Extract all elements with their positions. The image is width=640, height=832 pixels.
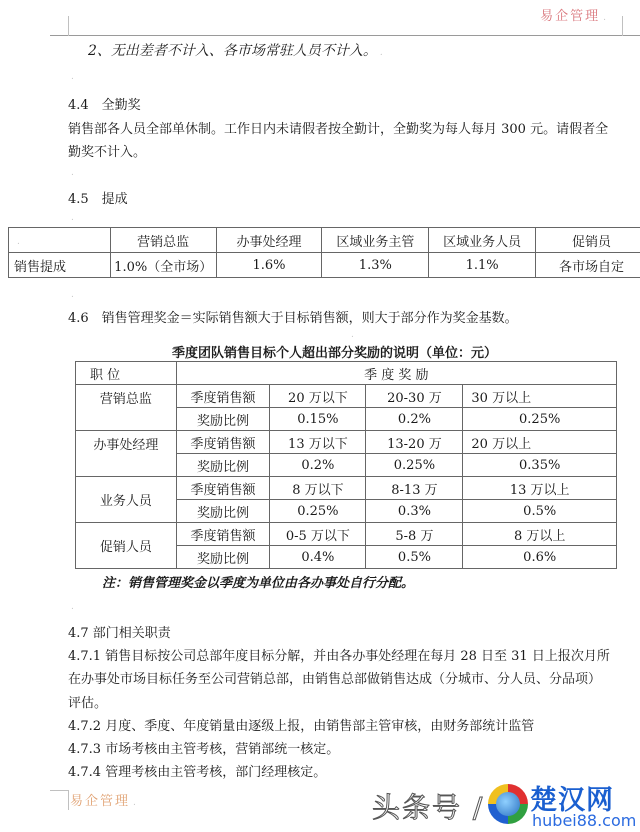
footer-brand: 易企管理 . [70, 794, 138, 809]
section-4-7-2: 4.7.2 月度、季度、年度销量由逐级上报，由销售部主管审核，由财务部统计监管 [68, 719, 535, 734]
table-cell: 0.25% [366, 454, 463, 477]
row-label: 奖励比例 [176, 408, 270, 431]
table-cell: 8-13 万 [366, 477, 463, 500]
section-4-7-1-line1: 4.7.1 销售目标按公司总部年度目标分解，并由各办事处经理在每月 28 日至 31 日上报次月所 [68, 649, 610, 664]
paragraph-mark: . [71, 290, 74, 300]
table-cell: 13 万以上 [463, 477, 617, 500]
table-cell: 0.25% [270, 500, 366, 523]
header-quarterly-bonus-text: 季 度 奖 励 [364, 367, 429, 383]
section-4-7-3: 4.7.3 市场考核由主管考核，营销部统一核定。 [68, 742, 340, 757]
bonus-note: 注：销售管理奖金以季度为单位由各办事处自行分配。 [102, 576, 415, 591]
row-label: 奖励比例 [176, 454, 270, 477]
table-cell: 1.3% [322, 253, 429, 278]
footer-rule-stub [50, 790, 68, 791]
table-header-cell: 区域业务主管 [322, 228, 429, 253]
table-row [76, 431, 617, 454]
commission-table-header-row [9, 228, 640, 253]
table-cell: 各市场自定 [536, 253, 640, 278]
table-cell: 13-20 万 [366, 431, 463, 454]
position-cell: 办事处经理 [76, 431, 177, 477]
position-cell: 促销人员 [76, 523, 177, 569]
table-cell: 13 万以下 [270, 431, 366, 454]
paragraph-mark: . [71, 72, 74, 82]
section-4-7-1-line3: 评估。 [68, 696, 108, 711]
table-cell: 0.2% [366, 408, 463, 431]
header-rule-left-tick [68, 16, 69, 36]
section-4-7-heading: 4.7 部门相关职责 [68, 626, 171, 641]
table-cell: 20-30 万 [366, 385, 463, 408]
section-4-5-heading: 4.5 提成 [68, 192, 128, 207]
position-cell: 营销总监 [76, 385, 177, 431]
table-header-cell: 促销员 [536, 228, 640, 253]
table-cell: 0.2% [270, 454, 366, 477]
table-cell: 0.3% [366, 500, 463, 523]
paragraph-mark: . [351, 330, 354, 340]
bonus-table-header-row [76, 362, 617, 385]
row-label: 奖励比例 [176, 500, 270, 523]
paragraph-mark: . [71, 213, 74, 223]
table-cell: 0.5% [366, 546, 463, 569]
paragraph-mark: . [71, 168, 74, 178]
section-4-4-body-line1: 销售部各人员全部单休制。工作日内未请假者按全勤计，全勤奖为每人每月 300 元。请假者全 [68, 122, 609, 137]
table-row [9, 253, 640, 278]
table-cell: 销售提成 [9, 253, 111, 278]
header-position: 职 位 [76, 362, 177, 385]
footer-brand-text: 易企管理 [70, 794, 131, 809]
table-cell: 0.5% [463, 500, 617, 523]
section-4-7-4: 4.7.4 管理考核由主管考核，部门经理核定。 [68, 765, 327, 780]
table-cell: 0.4% [270, 546, 366, 569]
table-cell: 0.35% [463, 454, 617, 477]
watermark-platform: 头条号 / [372, 791, 485, 824]
section-4-7-1-line2: 在办事处市场目标任务至公司营销总部，由销售总部做销售达成（分城市、分人员、分品项） [68, 672, 602, 687]
section-4-4-body-line2: 勤奖不计入。 [68, 145, 147, 160]
footer-rule-left-tick [68, 790, 69, 810]
table-cell: 0.15% [270, 408, 366, 431]
commission-table [8, 227, 640, 278]
table-cell: 1.6% [216, 253, 322, 278]
position-cell: 业务人员 [76, 477, 177, 523]
table-cell: 8 万以下 [270, 477, 366, 500]
row-label: 季度销售额 [176, 523, 270, 546]
item-2-no-travel: 2、无出差者不计入、各市场常驻人员不计入。 . [88, 43, 383, 59]
header-rule-right-tick [622, 16, 623, 36]
header-quarterly-bonus [176, 362, 616, 385]
table-cell: 0-5 万以下 [270, 523, 366, 546]
table-cell: 8 万以上 [463, 523, 617, 546]
row-label: 季度销售额 [176, 477, 270, 500]
watermark-site-name: 楚汉网 [530, 785, 614, 816]
table-header-cell: 营销总监 [110, 228, 216, 253]
item-2-text: 2、无出差者不计入、各市场常驻人员不计入。 [88, 43, 377, 59]
table-cell: 5-8 万 [366, 523, 463, 546]
table-row [76, 523, 617, 546]
header-brand-text: 易企管理 [540, 9, 601, 24]
header-rule [50, 35, 640, 36]
table-cell: 1.1% [429, 253, 536, 278]
paragraph-mark: . [71, 602, 74, 612]
section-4-4-heading: 4.4 全勤奖 [68, 98, 141, 113]
header-brand: 易企管理 . [540, 9, 608, 24]
table-row [76, 385, 617, 408]
table-header-cell: 区域业务人员 [429, 228, 536, 253]
table-header-cell: 办事处经理 [216, 228, 322, 253]
table-cell: 0.25% [463, 408, 617, 431]
row-label: 季度销售额 [176, 385, 270, 408]
table-cell: 20 万以上 [463, 431, 617, 454]
table-row [76, 477, 617, 500]
row-label: 奖励比例 [176, 546, 270, 569]
table-cell: 1.0%（全市场） [110, 253, 216, 278]
section-4-6-heading: 4.6 销售管理奖金＝实际销售额大于目标销售额，则大于部分作为奖金基数。 [68, 311, 518, 326]
bonus-table-title: 季度团队销售目标个人超出部分奖励的说明（单位：元） [172, 346, 498, 361]
quarterly-bonus-table [75, 361, 617, 569]
table-cell: 20 万以下 [270, 385, 366, 408]
watermark-logo-icon [488, 784, 528, 824]
watermark-site-url: hubei88.com [532, 811, 637, 830]
table-cell: 30 万以上 [463, 385, 617, 408]
table-header-cell: . [9, 228, 111, 253]
row-label: 季度销售额 [176, 431, 270, 454]
table-cell: 0.6% [463, 546, 617, 569]
